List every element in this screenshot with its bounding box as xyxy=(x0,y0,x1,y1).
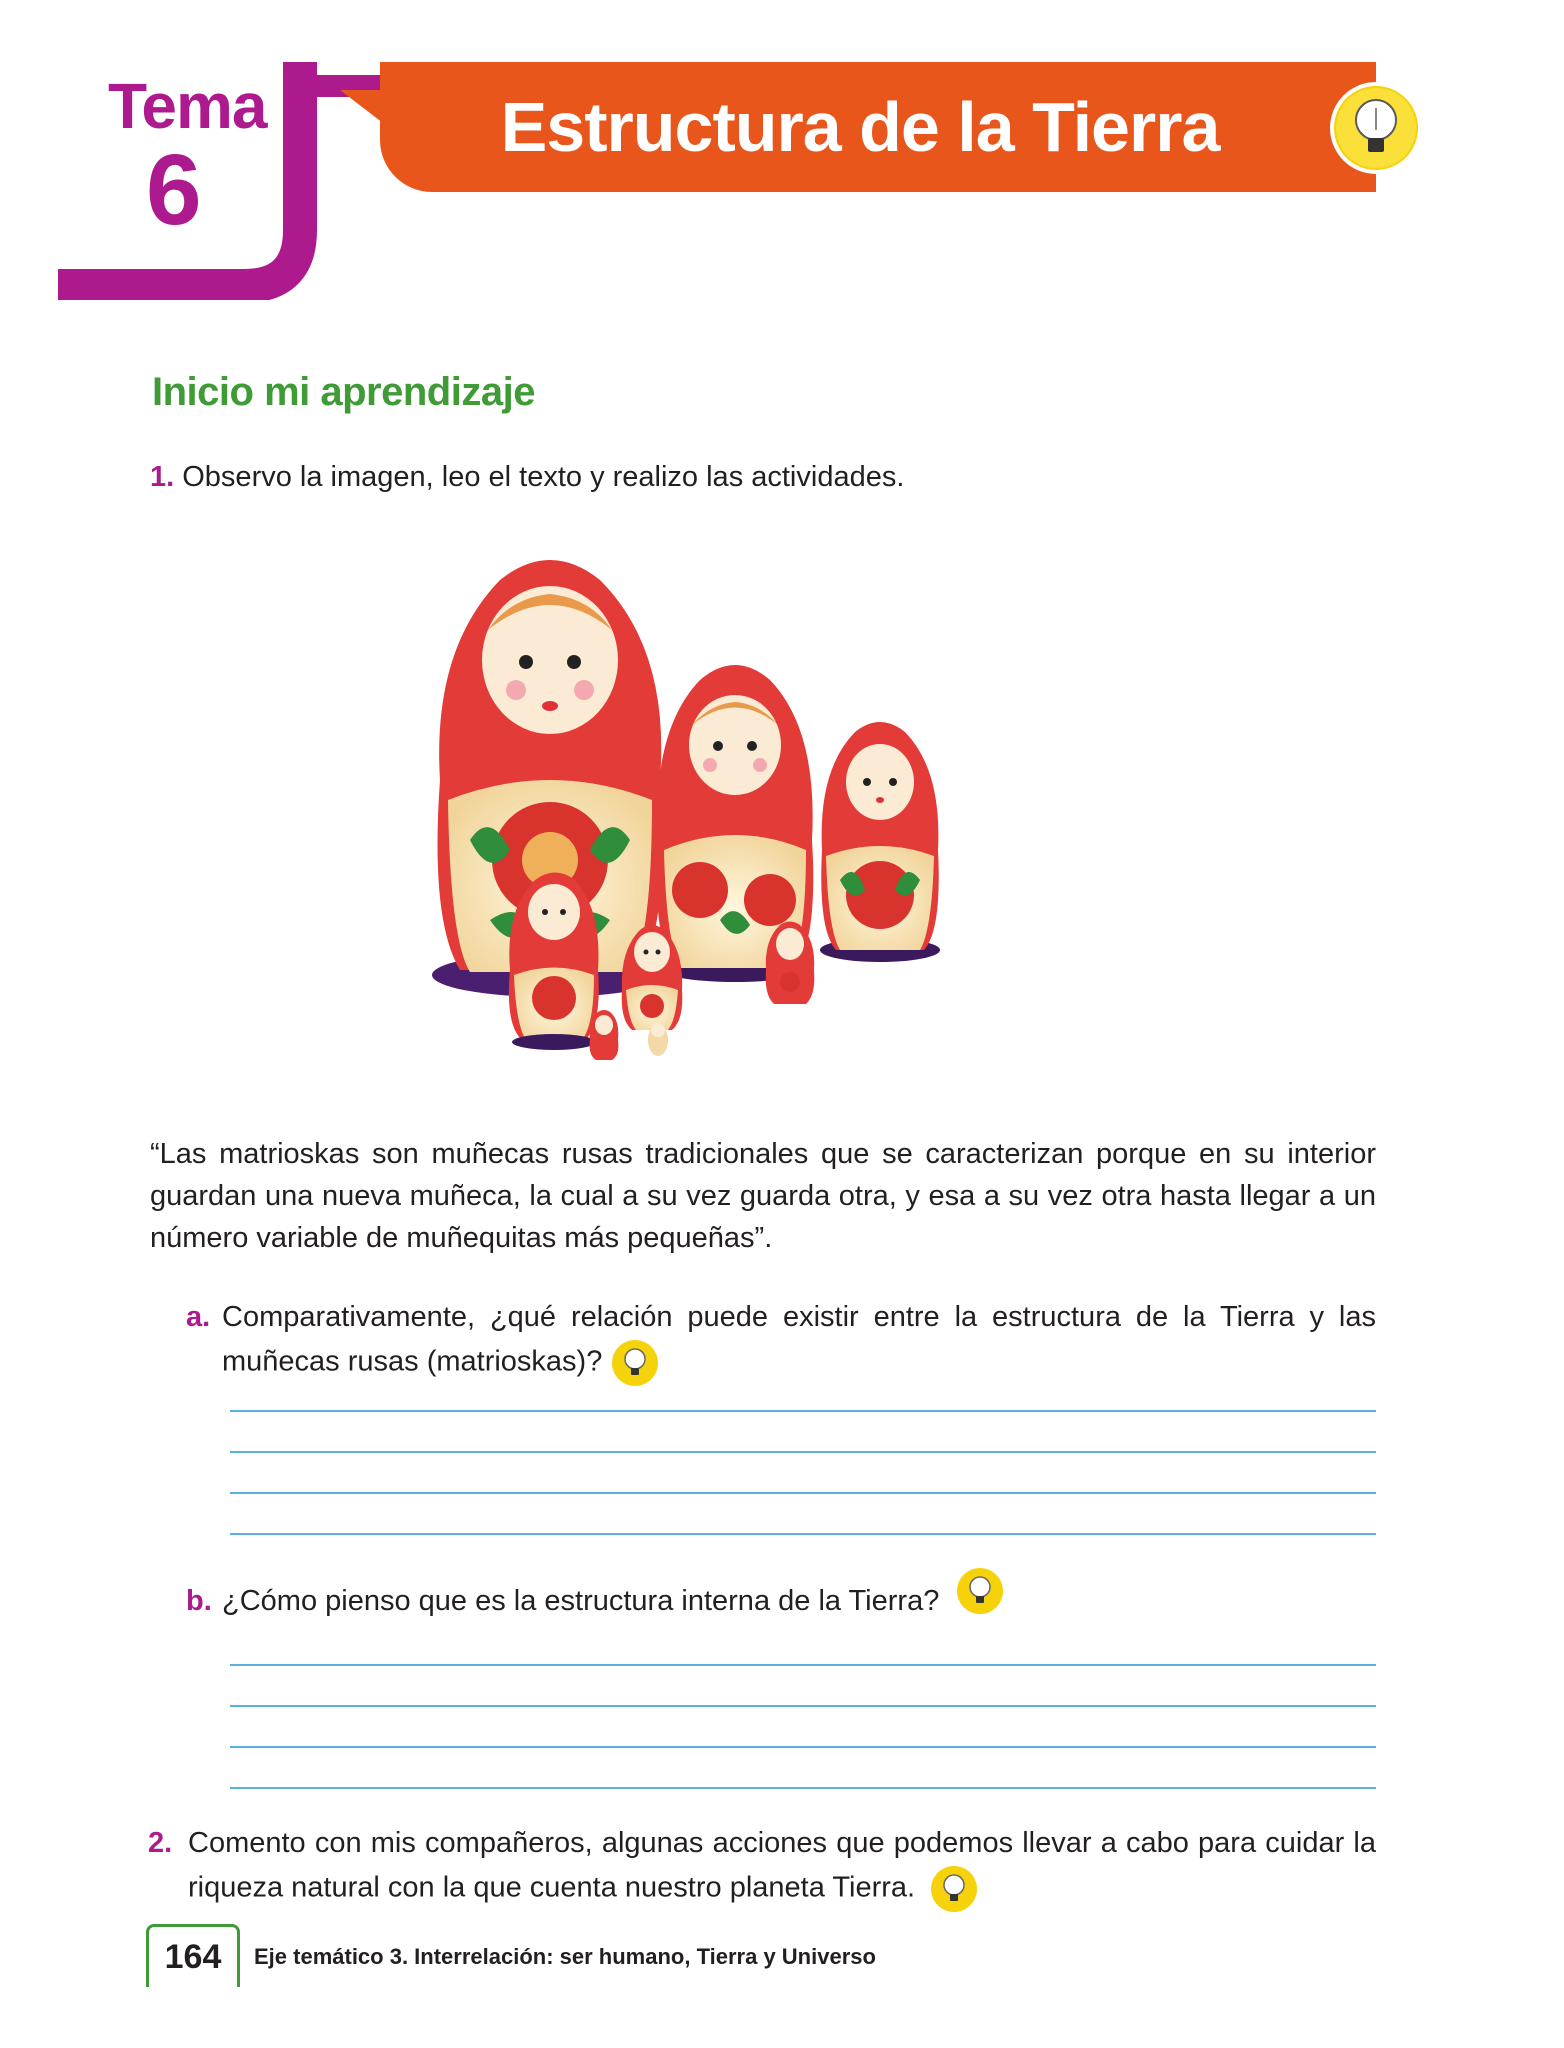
item-text xyxy=(188,1822,1376,1914)
question-letter: b. xyxy=(186,1585,212,1617)
matryoshka-quote: “Las matrioskas son muñecas rusas tradicionales que se caracterizan porque en su interior guardan una nueva muñeca, la cual a su vez guarda otra, y esa a su vez otra hasta llegar a un número variable de muñequitas más pequeñas”. xyxy=(150,1138,1376,1254)
question-text xyxy=(222,1296,1376,1388)
answer-line[interactable] xyxy=(230,1533,1376,1535)
question-b xyxy=(186,1580,1376,1622)
tema-number: 6 xyxy=(146,134,202,246)
item-text: Observo la imagen, leo el texto y realizo las actividades. xyxy=(182,461,905,493)
lightbulb-icon xyxy=(610,1338,660,1388)
question-b-text: ¿Cómo pienso que es la estructura interna de la Tierra? xyxy=(222,1585,940,1617)
answer-line[interactable] xyxy=(230,1664,1376,1666)
answer-line[interactable] xyxy=(230,1451,1376,1453)
question-a xyxy=(186,1296,1376,1378)
item-number: 1. xyxy=(150,461,175,493)
answer-line[interactable] xyxy=(230,1746,1376,1748)
page-number: 164 xyxy=(146,1924,240,1987)
tema-bracket xyxy=(0,0,420,300)
footer-text: Eje temático 3. Interrelación: ser humano, Tierra y Universo xyxy=(254,1944,876,1969)
tema-label: Tema xyxy=(108,70,267,142)
question-text xyxy=(222,1580,1005,1622)
matryoshka-dolls-photo xyxy=(340,520,1220,1080)
section-title: Inicio mi aprendizaje xyxy=(152,370,535,414)
item-2-text: Comento con mis compañeros, algunas acciones que podemos llevar a cabo para cuidar la riqueza natural con la que cuenta nuestro planeta Tierra. xyxy=(188,1827,1376,1904)
answer-line[interactable] xyxy=(230,1410,1376,1412)
answer-line[interactable] xyxy=(230,1492,1376,1494)
question-letter: a. xyxy=(186,1301,211,1333)
item-1 xyxy=(150,456,904,498)
answer-line[interactable] xyxy=(230,1705,1376,1707)
lightbulb-icon xyxy=(1328,80,1424,176)
answer-line[interactable] xyxy=(230,1787,1376,1789)
question-a-text: Comparativamente, ¿qué relación puede existir entre la estructura de la Tierra y las muñecas rusas (matrioskas)? xyxy=(222,1301,1376,1378)
lightbulb-icon xyxy=(955,1566,1005,1616)
item-2 xyxy=(148,1822,1376,1904)
page-title: Estructura de la Tierra xyxy=(500,88,1220,166)
item-number: 2. xyxy=(148,1827,173,1859)
lightbulb-icon xyxy=(929,1864,979,1914)
